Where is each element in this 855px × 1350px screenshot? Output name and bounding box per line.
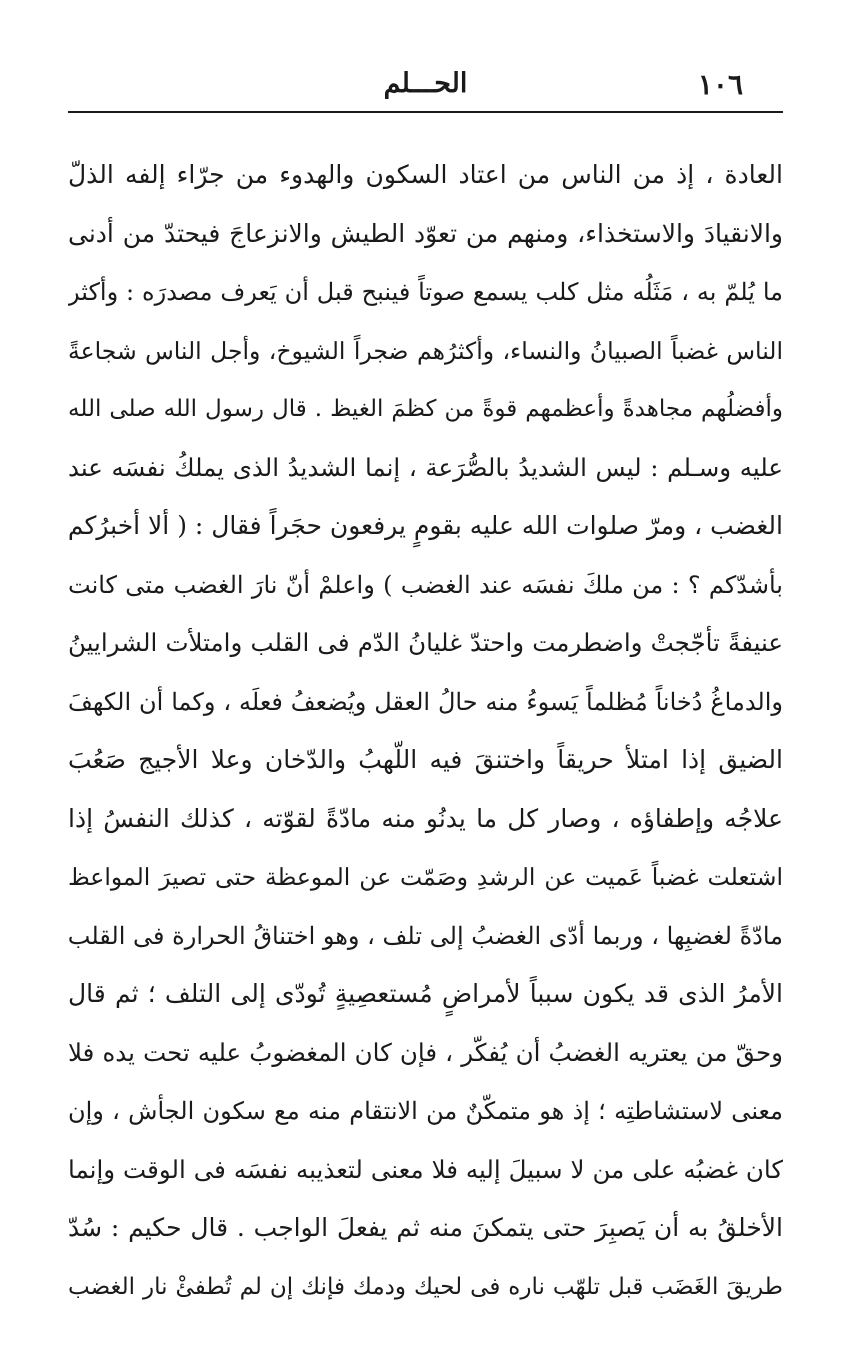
text-line: طريقَ الغَضَب قبل تلهّب ناره فى لحيك ودمك فإنك إن لم تُطفئْ نار الغضب [68, 1273, 783, 1300]
page-number: ١٠٦ [697, 68, 743, 101]
text-line: اشتعلت غضباً عَميت عن الرشدِ وصَمّت عن الموعظة حتى تصيرَ المواعظ [68, 863, 783, 891]
text-line: وأفضلُهم مجاهدةً وأعظمهم قوةً من كظمَ الغيظ . قال رسول الله صلى الله [68, 396, 783, 422]
text-line: والدماغُ دُخاناً مُظلماً يَسوءُ منه حالُ العقل ويُضعفُ فعلَه ، وكما أن الكهفَ [68, 687, 783, 716]
text-line: مادّةً لغضبِها ، وربما أدّى الغضبُ إلى تلف ، وهو اختناقُ الحرارة فى القلب [68, 921, 783, 950]
text-line: الأخلقُ به أن يَصبِرَ حتى يتمكنَ منه ثم يفعلَ الواجب . قال حكيم : سُدّ [68, 1213, 783, 1242]
text-line: وحقّ من يعتريه الغضبُ أن يُفكّر ، فإن كان المغضوبُ عليه تحت يده فلا [68, 1037, 783, 1067]
text-line: الغضب ، ومرّ صلوات الله عليه بقومٍ يرفعون حجَراً فقال : ( ألا أخبرُكم [68, 511, 783, 540]
text-line: ما يُلمّ به ، مَثَلُه مثل كلب يسمع صوتاً فينبح قبل أن يَعرف مصدرَه : وأكثر [68, 278, 783, 306]
header-rule [68, 111, 783, 113]
running-title: الحـــلم [383, 68, 468, 99]
text-line: العادة ، إذ من الناس من اعتاد السكون والهدوء من جرّاء إلفه الذلّ [68, 160, 783, 189]
text-line: معنى لاستشاطتِه ؛ إذ هو متمكّنٌ من الانتقام منه مع سكون الجأش ، وإن [68, 1097, 783, 1125]
running-head [68, 68, 783, 108]
text-line: علاجُه وإطفاؤه ، وصار كل ما يدنُو منه مادّةً لقوّته ، كذلك النفسُ إذا [68, 803, 783, 833]
text-line: الناس غضباً الصبيانُ والنساء، وأكثرُهم ضجراً الشيوخ، وأجل الناس شجاعةً [68, 336, 783, 365]
text-line: كان غضبُه على من لا سبيلَ إليه فلا معنى لتعذيبه نفسَه فى الوقت وإنما [68, 1154, 783, 1184]
text-line: عنيفةً تأجّجتْ واضطرمت واحتدّ غليانُ الدّم فى القلب وامتلأت الشرايينُ [68, 628, 783, 657]
text-line: والانقيادَ والاستخذاء، ومنهم من تعوّد الطيش والانزعاجَ فيحتدّ من أدنى [68, 218, 783, 248]
text-line: بأشدّكم ؟ : من ملكَ نفسَه عند الغضب ) واعلمْ أنّ نارَ الغضب متى كانت [68, 570, 783, 599]
body-text [68, 146, 783, 1316]
text-line: عليه وسـلم : ليس الشديدُ بالصُّرَعة ، إنما الشديدُ الذى يملكُ نفسَه عند [68, 452, 783, 482]
text-line: الأمرُ الذى قد يكون سبباً لأمراضٍ مُستعصِيةٍ تُودّى إلى التلف ؛ ثم قال [68, 979, 783, 1008]
text-line: الضيق إذا امتلأ حريقاً واختنقَ فيه اللّهبُ والدّخان وعلا الأجيج صَعُبَ [68, 745, 783, 774]
